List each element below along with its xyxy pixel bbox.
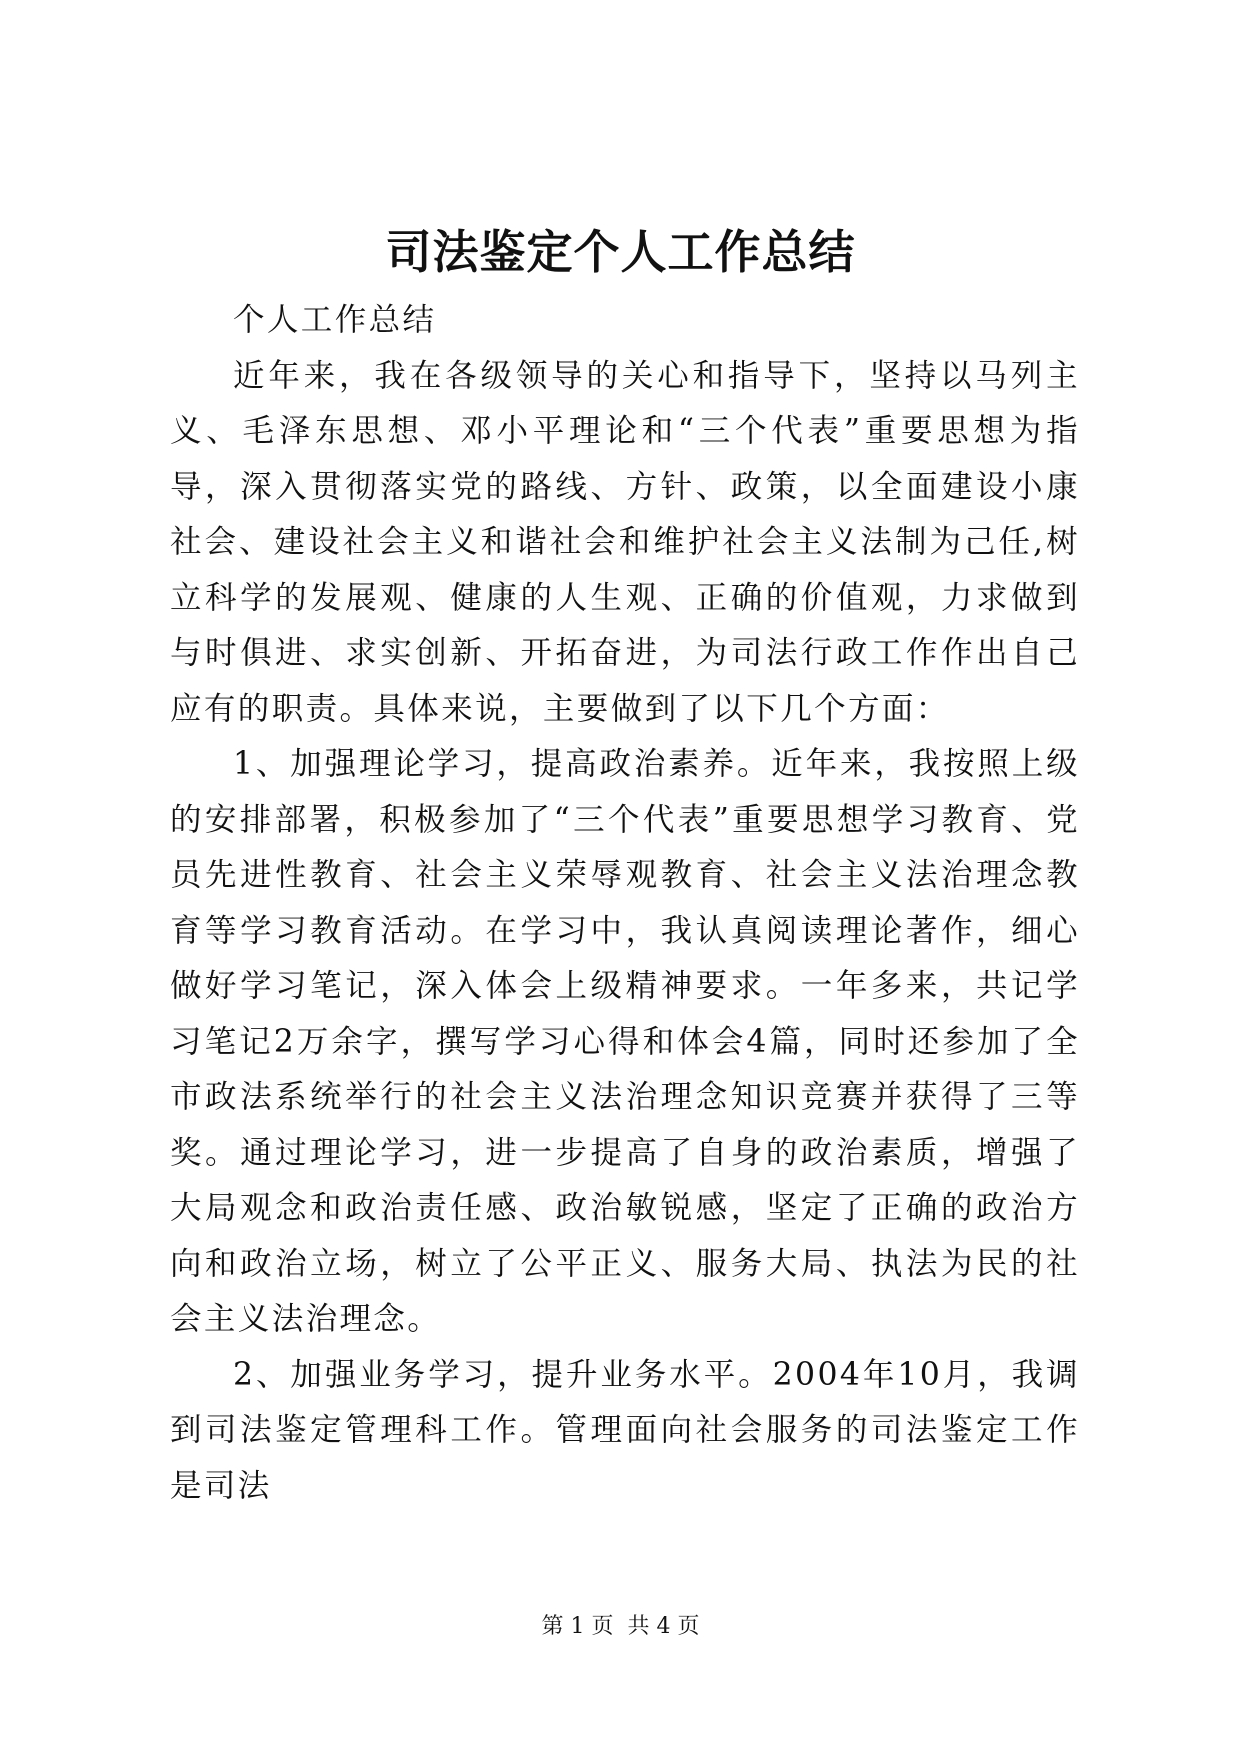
- page-total: 共 4 页: [627, 1614, 700, 1639]
- subtitle: 个人工作总结: [233, 302, 437, 338]
- paragraph-intro: 近年来，我在各级领导的关心和指导下，坚持以马列主义、毛泽东思想、邓小平理论和“三个代表”重要思想为指导，深入贯彻落实党的路线、方针、政策，以全面建设小康社会、建设社会主义和谐社会和维护社会主义法制为己任,树立科学的发展观、健康的人生观、正确的价值观，力求做到与时俱进、求实创新、开拓奋进，为司法行政工作作出自己应有的职责。具体来说，主要做到了以下几个方面：: [170, 357, 1080, 727]
- page-footer: [0, 1612, 1241, 1642]
- paragraph-business-study: 2、加强业务学习，提升业务水平。2004年10月，我调到司法鉴定管理科工作。管理面向社会服务的司法鉴定工作是司法: [170, 1356, 1080, 1504]
- page-number: 第 1 页: [541, 1614, 614, 1639]
- document-body: [170, 293, 1080, 1514]
- document-title: 司法鉴定个人工作总结: [385, 225, 856, 279]
- paragraph-theory-study: 1、加强理论学习，提高政治素养。近年来，我按照上级的安排部署，积极参加了“三个代表”重要思想学习教育、党员先进性教育、社会主义荣辱观教育、社会主义法治理念教育等学习教育活动。在学习中，我认真阅读理论著作，细心做好学习笔记，深入体会上级精神要求。一年多来，共记学习笔记2万余字，撰写学习心得和体会4篇，同时还参加了全市政法系统举行的社会主义法治理念知识竞赛并获得了三等奖。通过理论学习，进一步提高了自身的政治素质，增强了大局观念和政治责任感、政治敏锐感，坚定了正确的政治方向和政治立场，树立了公平正义、服务大局、执法为民的社会主义法治理念。: [170, 746, 1080, 1337]
